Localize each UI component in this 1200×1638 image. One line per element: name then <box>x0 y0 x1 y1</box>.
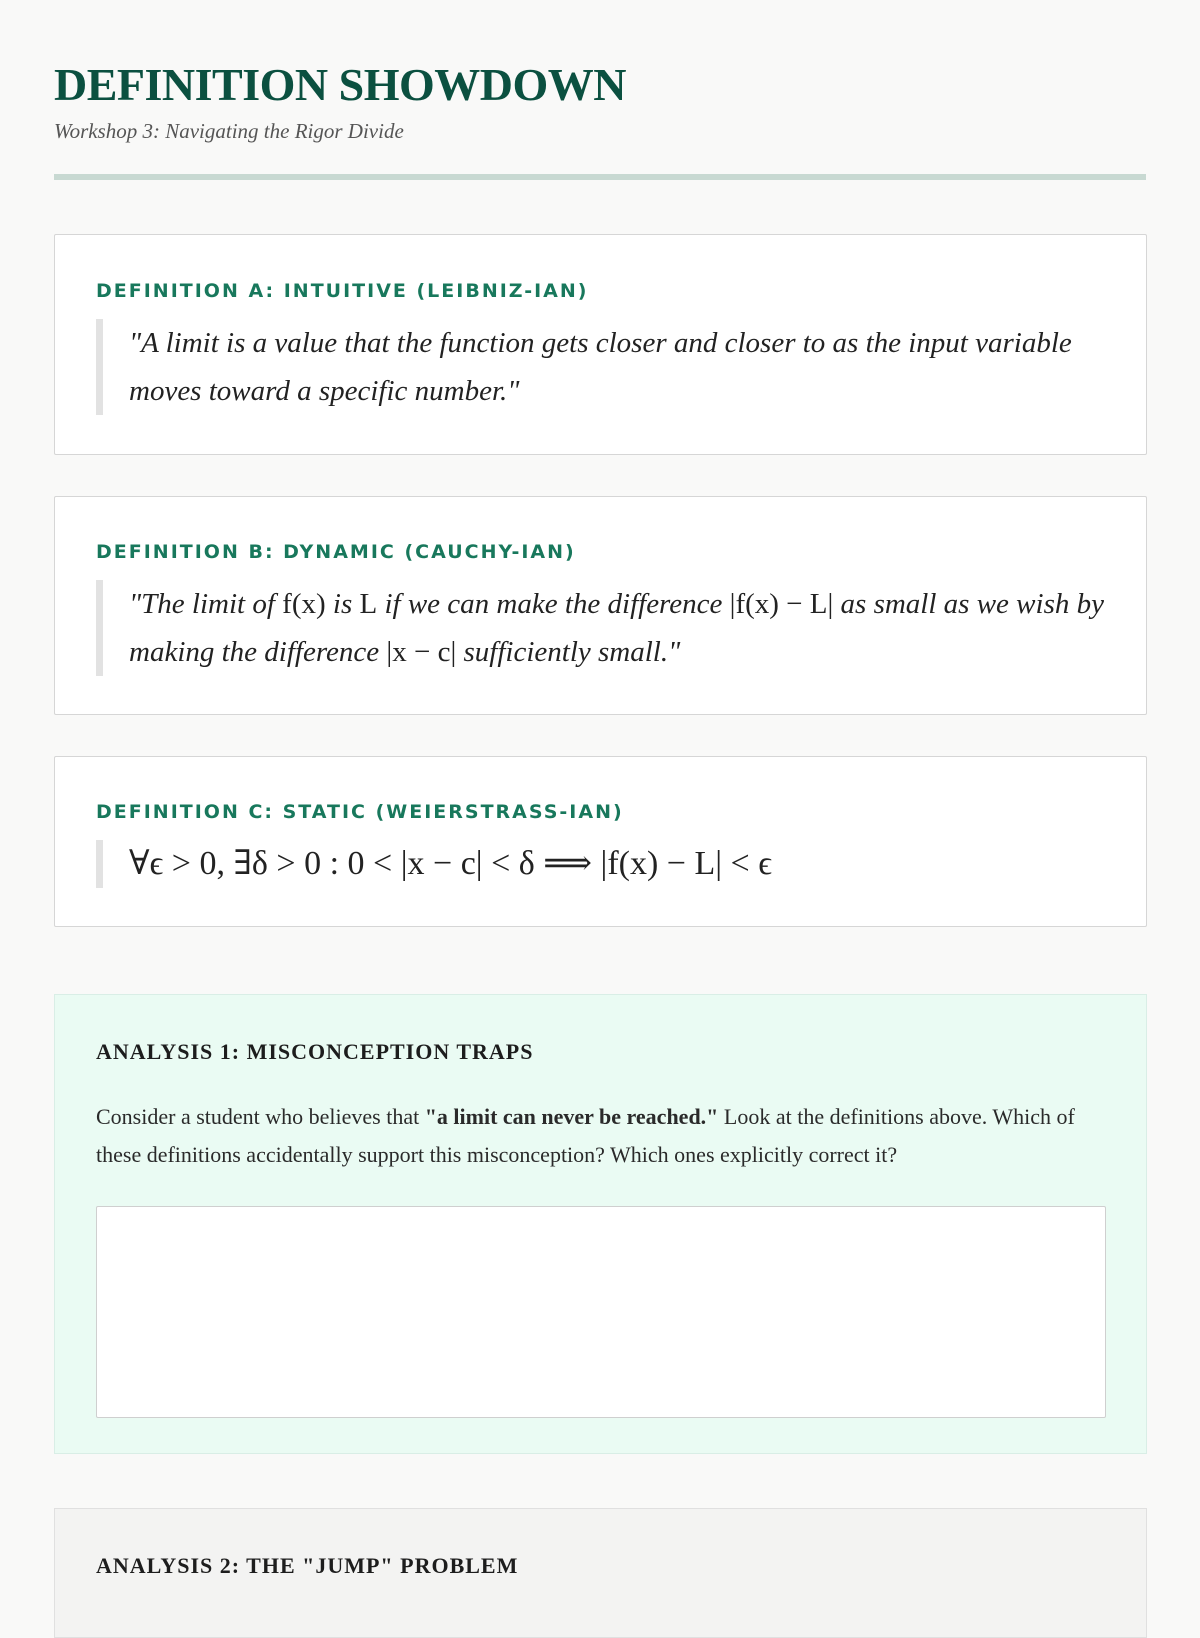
definition-a-quote: "A limit is a value that the function gets closer and closer to as the input variable moves toward a specific number." <box>96 319 1105 415</box>
prompt-text: Consider a student who believes that <box>96 1104 425 1129</box>
analysis-1-answer-input[interactable] <box>96 1206 1106 1418</box>
definition-c-label: DEFINITION C: STATIC (WEIERSTRASS-IAN) <box>96 801 624 823</box>
definition-b-card <box>54 496 1147 715</box>
prompt-text: Look at the definitions above. Which of these definitions accidentally support this misconception? Which ones explicitly correct it? <box>96 1104 1075 1167</box>
page-subtitle: Workshop 3: Navigating the Rigor Divide <box>54 119 404 143</box>
header-divider <box>54 174 1146 180</box>
page-title: DEFINITION SHOWDOWN <box>54 59 626 110</box>
definition-a-card <box>54 234 1147 455</box>
quote-text: if we can make the difference <box>377 588 730 620</box>
analysis-2-title: ANALYSIS 2: THE "JUMP" PROBLEM <box>96 1553 519 1578</box>
math-input-difference: |x − c| <box>386 636 457 668</box>
analysis-2-section <box>54 1508 1147 1638</box>
analysis-1-section <box>54 994 1147 1454</box>
quote-text: "The limit of <box>129 588 283 620</box>
definition-c-formula: ∀ϵ > 0, ∃δ > 0 : 0 < |x − c| < δ ⟹ |f(x) − L| < ϵ <box>96 840 1105 888</box>
quote-text: as small as we wish by making the difference <box>129 588 1104 668</box>
definition-b-quote <box>96 580 1105 676</box>
definition-c-card <box>54 756 1147 927</box>
definition-b-label: DEFINITION B: DYNAMIC (CAUCHY-IAN) <box>96 541 576 563</box>
analysis-1-prompt <box>96 1098 1105 1174</box>
analysis-1-title: ANALYSIS 1: MISCONCEPTION TRAPS <box>96 1039 534 1064</box>
math-output-difference: |f(x) − L| <box>729 588 834 620</box>
prompt-emphasis: "a limit can never be reached." <box>424 1104 719 1129</box>
page-header <box>54 0 1146 180</box>
quote-text: is <box>325 588 360 620</box>
definition-a-label: DEFINITION A: INTUITIVE (LEIBNIZ-IAN) <box>96 280 589 302</box>
quote-text: sufficiently small." <box>456 636 681 668</box>
math-fx: f(x) <box>282 588 326 620</box>
math-L: L <box>359 588 378 620</box>
